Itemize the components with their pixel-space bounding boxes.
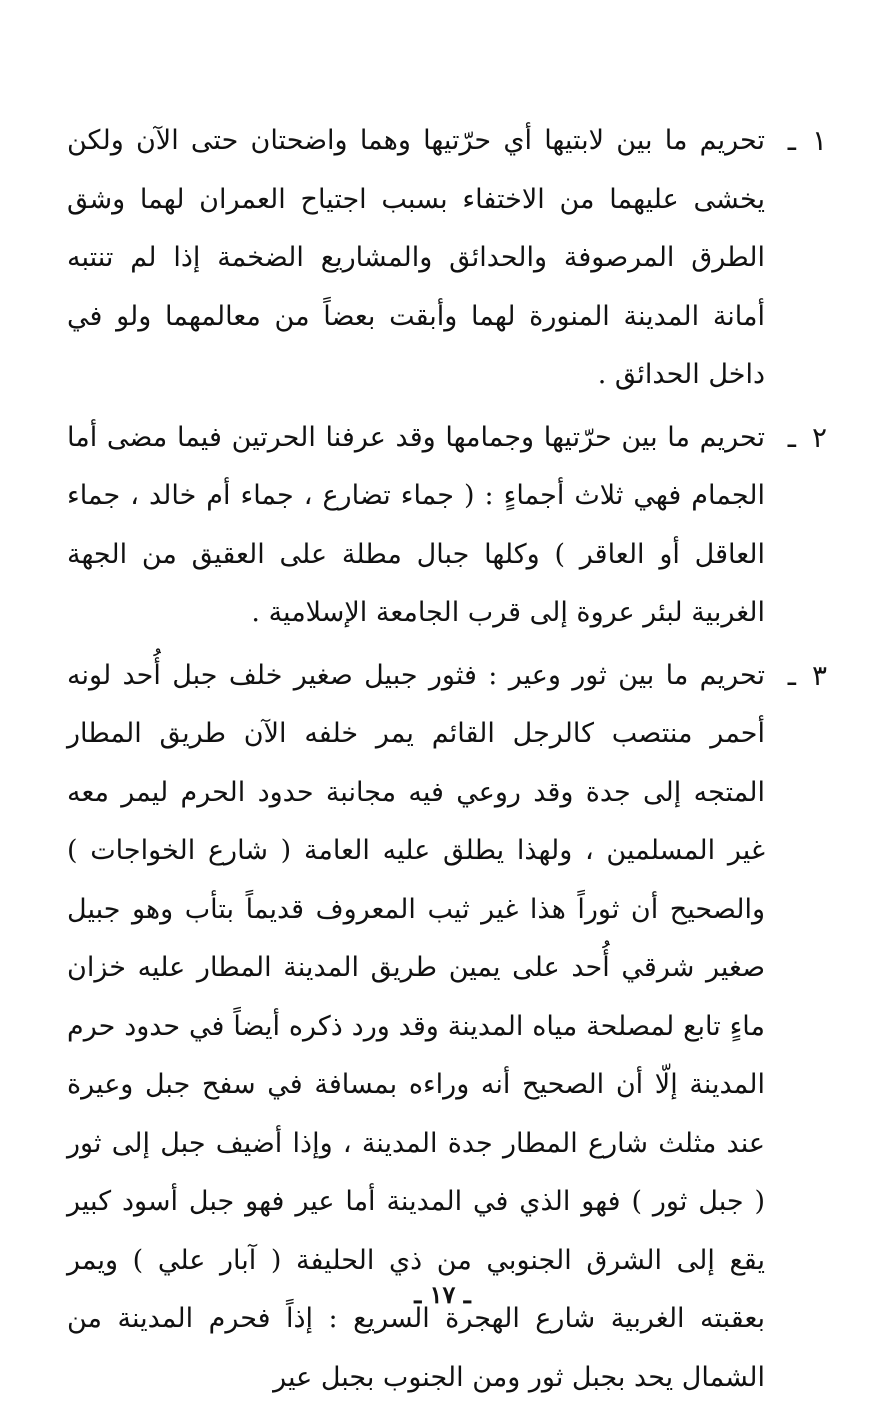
list-marker	[765, 647, 827, 705]
list-marker	[765, 112, 827, 170]
list-marker	[765, 409, 827, 467]
paragraph-text: تحريم ما بين ثور وعير : فثور جبيل صغير خلف جبل أُحد لونه أحمر منتصب كالرجل القائم يمر خلفه الآن طريق المطار المتجه إلى جدة وقد روعي فيه مجانبة حدود الحرم ليمر معه غير المسلمين ، ولهذا يطلق عليه العامة ( شارع الخواجات ) والصحيح أن ثوراً هذا غير ثيب المعروف قديماً بتأب وهو جبيل صغير شرقي أُحد على يمين طريق المدينة المطار عليه خزان ماءٍ تابع لمصلحة مياه المدينة وقد ورد ذكره أيضاً في حدود حرم المدينة إلّا أن الصحيح أنه وراءه بمسافة في سفح جبل وعيرة عند مثلث شارع المطار جدة المدينة ، وإذا أضيف جبل إلى ثور ( جبل ثور ) فهو الذي في المدينة أما عير فهو جبل أسود كبير يقع إلى الشرق الجنوبي من ذي الحليفة ( آبار علي ) ويمر بعقبته الغربية شارع الهجرة السريع : إذاً فحرم المدينة من الشمال يحد بجبل ثور ومن الجنوب بجبل عير	[67, 659, 765, 1393]
paragraph-text: تحريم ما بين لابتيها أي حرّتيها وهما واضحتان حتى الآن ولكن يخشى عليهما من الاختفاء بسبب اجتياح العمران لهما وشق الطرق المرصوفة والحدائق والمشاريع الضخمة إذا لم تنتبه أمانة المدينة المنورة لهما وأبقت بعضاً من معالمهما ولو في داخل الحدائق .	[67, 125, 765, 390]
list-number: ٣	[811, 658, 827, 692]
list-number: ١	[811, 124, 827, 157]
list-dash: ـ	[787, 420, 796, 454]
list-number: ٢	[811, 420, 827, 454]
page-content	[67, 112, 827, 1411]
list-dash: ـ	[787, 658, 796, 692]
page-number: ـ ١٧ ـ	[414, 1280, 471, 1309]
paragraph-text: تحريم ما بين حرّتيها وجمامها وقد عرفنا الحرتين فيما مضى أما الجمام فهي ثلاث أجماءٍ : ( جماء تضارع ، جماء أم خالد ، جماء العاقل أو العاقر ) وكلها جبال مطلة على العقيق من الجهة الغربية لبئر عروة إلى قرب الجامعة الإسلامية .	[67, 421, 765, 628]
list-item-2	[67, 409, 827, 643]
list-item-1	[67, 112, 827, 405]
list-dash: ـ	[787, 124, 796, 157]
